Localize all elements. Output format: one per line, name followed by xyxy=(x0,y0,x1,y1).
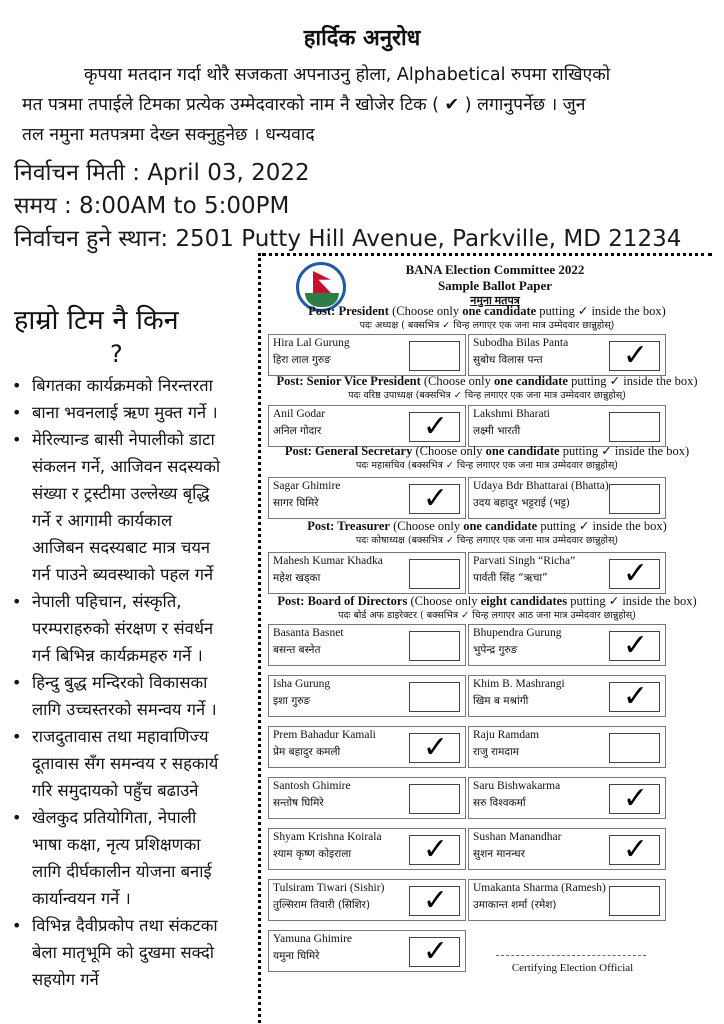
bullet-dot-icon: • xyxy=(12,403,22,422)
post-instruction: (Choose only xyxy=(389,519,464,533)
post-name: Post: Treasurer xyxy=(307,519,390,533)
candidate-name-np: पार्वती सिंह “ऋचा” xyxy=(473,572,548,584)
bullet-line: मेरिल्यान्ड बासी नेपालीको डाटा xyxy=(32,430,215,449)
candidate-name: Shyam Krishna Koirala xyxy=(273,831,382,843)
candidate-card xyxy=(268,879,466,921)
bullet-line: गर्न पाउने ब्यवस्थाको पहल गर्ने xyxy=(32,565,214,584)
bullet-line: सहयोग गर्ने xyxy=(32,970,99,989)
candidate-name-np: राजु रामदाम xyxy=(473,746,520,758)
post-count: one candidate xyxy=(463,519,538,533)
vote-checkbox[interactable] xyxy=(609,832,660,867)
post-instruction: (Choose only xyxy=(388,304,463,318)
why-team-bullet xyxy=(6,399,258,426)
candidate-name-np: सुबोध विलास पन्त xyxy=(473,354,543,366)
post-title xyxy=(262,443,712,459)
candidate-name: Parvati Singh “Richa” xyxy=(473,555,576,567)
ballot-title: Sample Ballot Paper xyxy=(437,278,553,293)
page-heading: हार्दिक अनुरोध xyxy=(303,26,421,51)
signature-line xyxy=(496,955,646,956)
check-mark-icon: ✓ xyxy=(422,934,449,969)
candidate-card xyxy=(468,879,666,921)
intro-paragraph xyxy=(22,60,702,150)
check-mark-icon: ✓ xyxy=(422,883,449,918)
candidate-card xyxy=(468,726,666,768)
post-count: one candidate xyxy=(494,374,568,388)
bullet-dot-icon: • xyxy=(12,916,22,935)
candidate-card xyxy=(468,334,666,376)
candidate-card xyxy=(268,624,466,666)
why-team-list xyxy=(6,372,258,993)
vote-checkbox[interactable] xyxy=(409,883,460,918)
candidate-name-np: श्याम कृष्ण कोइराला xyxy=(273,848,352,860)
place-value: 2501 Putty Hill Avenue, Parkville, MD 21234 xyxy=(175,226,682,252)
candidate-name: Sushan Manandhar xyxy=(473,831,562,843)
divider-horizontal xyxy=(262,253,712,256)
candidate-name: Prem Bahadur Kamali xyxy=(273,729,376,741)
divider-vertical xyxy=(258,253,261,1023)
post-count: one candidate xyxy=(485,444,560,458)
candidate-name-np: बसन्त बस्नेत xyxy=(273,644,321,656)
candidate-name-np: महेश खड्का xyxy=(273,572,321,584)
post-name: Post: President xyxy=(308,304,389,318)
post-instruction: putting ✓ inside the box) xyxy=(536,304,666,318)
vote-checkbox[interactable] xyxy=(409,832,460,867)
bullet-line: गरि समुदायको पहुँच बढाउने xyxy=(32,781,199,800)
bullet-line: राजदुतावास तथा महावाणिज्य xyxy=(32,727,209,746)
vote-checkbox[interactable] xyxy=(609,781,660,816)
why-team-bullet xyxy=(6,372,258,399)
check-mark-icon: ✓ xyxy=(422,409,449,444)
candidate-card xyxy=(268,726,466,768)
post-count: eight candidates xyxy=(480,594,568,608)
date-value: April 03, 2022 xyxy=(147,160,310,186)
vote-checkbox[interactable] xyxy=(409,631,460,661)
ballot-committee: BANA Election Committee 2022 xyxy=(405,262,585,277)
candidate-name: Bhupendra Gurung xyxy=(473,627,562,639)
candidate-name: Tulsiram Tiwari (Sishir) xyxy=(273,882,385,894)
check-mark-icon: ✓ xyxy=(622,338,649,373)
post-instruction: (Choose only xyxy=(412,444,486,458)
candidate-card xyxy=(468,828,666,870)
vote-checkbox[interactable] xyxy=(609,556,660,591)
why-team-question: ? xyxy=(110,340,123,368)
post-title xyxy=(262,373,712,389)
intro-line: तल नमुना मतपत्रमा देख्न सक्नुहुनेछ । धन्यवाद xyxy=(22,125,315,145)
check-mark-icon: ✓ xyxy=(422,730,449,765)
candidate-card xyxy=(468,405,666,447)
candidate-name-np: उदय बहादुर भट्टराई (भट्ट) xyxy=(473,497,570,509)
bullet-dot-icon: • xyxy=(12,673,22,692)
candidate-card xyxy=(268,334,466,376)
bullet-dot-icon: • xyxy=(12,430,22,449)
candidate-card xyxy=(468,477,666,519)
post-title-np: पदः वरिष्ठ उपाध्यक्ष (बक्सभित्र ✓ चिन्ह लगाएर एक जना मात्र उम्मेदवार छान्नुहोस्) xyxy=(348,390,626,401)
candidate-name-np: उमाकान्त शर्मा (रमेश) xyxy=(473,899,557,911)
candidate-name-np: प्रेम बहादुर कमली xyxy=(273,746,341,758)
candidate-name-np: लक्ष्मी भारती xyxy=(473,425,521,437)
candidate-name: Subodha Bilas Panta xyxy=(473,337,569,349)
why-team-title: हाम्रो टिम नै किन xyxy=(14,305,179,336)
post-instruction: putting ✓ inside the box) xyxy=(567,594,697,608)
vote-checkbox[interactable] xyxy=(609,628,660,663)
candidate-name: Basanta Basnet xyxy=(273,627,344,639)
vote-checkbox[interactable] xyxy=(609,733,660,763)
bullet-line: परम्पराहरुको संरक्षण र संवर्धन xyxy=(32,619,214,638)
vote-checkbox[interactable] xyxy=(409,730,460,765)
vote-checkbox[interactable] xyxy=(409,559,460,589)
bullet-line: बाना भवनलाई ऋण मुक्त गर्ने । xyxy=(32,403,218,422)
why-team-bullet xyxy=(6,804,258,912)
time-label: समय : xyxy=(14,193,72,219)
candidate-name: Raju Ramdam xyxy=(473,729,540,741)
why-team-bullet xyxy=(6,669,258,723)
bullet-line: बिगतका कार्यक्रमको निरन्तरता xyxy=(32,376,213,395)
candidate-name: Mahesh Kumar Khadka xyxy=(273,555,383,567)
candidate-name-np: तुल्सिराम तिवारी (सिशिर) xyxy=(273,899,371,911)
candidate-card xyxy=(468,552,666,594)
candidate-card xyxy=(268,777,466,819)
candidate-card xyxy=(468,624,666,666)
candidate-name: Anil Godar xyxy=(273,408,326,420)
place-label: निर्वाचन हुने स्थान: xyxy=(14,226,169,252)
check-mark-icon: ✓ xyxy=(422,481,449,516)
post-title xyxy=(262,303,712,319)
check-mark-icon: ✓ xyxy=(622,556,649,591)
check-mark-icon: ✓ xyxy=(622,781,649,816)
vote-checkbox[interactable] xyxy=(409,784,460,814)
vote-checkbox[interactable] xyxy=(609,886,660,916)
election-time xyxy=(14,188,289,220)
intro-line: कृपया मतदान गर्दा थोरै सजकता अपनाउनु होला, Alphabetical रुपमा राखिएको xyxy=(84,65,611,85)
intro-line: मत पत्रमा तपाईले टिमका प्रत्येक उम्मेदवारको नाम नै खोजेर टिक ( ✔ ) लगानुपर्नेछ । जुन xyxy=(22,95,586,115)
candidate-name: Khim B. Mashrangi xyxy=(473,678,565,690)
candidate-name: Umakanta Sharma (Ramesh) xyxy=(473,882,606,894)
vote-checkbox[interactable] xyxy=(409,481,460,516)
candidate-name: Hira Lal Gurung xyxy=(273,337,350,349)
check-mark-icon: ✓ xyxy=(622,832,649,867)
candidate-name: Yamuna Ghimire xyxy=(273,933,353,945)
candidate-card xyxy=(268,930,466,972)
bullet-line: बेला मातृभूमि को दुखमा सक्दो xyxy=(32,943,215,962)
bullet-line: लागि दीर्घकालीन योजना बनाई xyxy=(32,862,212,881)
bullet-line: खेलकुद प्रतियोगिता, नेपाली xyxy=(32,808,197,827)
post-title-np: पदः कोषाध्यक्ष (बक्सभित्र ✓ चिन्ह लगाएर एक जना मात्र उम्मेदवार छान्नुहोस्) xyxy=(355,535,619,546)
check-mark-icon: ✓ xyxy=(622,628,649,663)
candidate-name-np: सन्तोष घिमिरे xyxy=(273,797,324,809)
bullet-line: लागि उच्चस्तरको समन्वय गर्ने । xyxy=(32,700,217,719)
candidate-card xyxy=(468,675,666,717)
vote-checkbox[interactable] xyxy=(609,412,660,442)
bullet-line: विभिन्न दैवीप्रकोप तथा संकटका xyxy=(32,916,218,935)
why-team-bullet xyxy=(6,426,258,588)
post-instruction: (Choose only xyxy=(407,594,481,608)
why-team-bullet xyxy=(6,912,258,993)
candidate-name-np: अनिल गोदार xyxy=(273,425,322,437)
why-team-bullet xyxy=(6,723,258,804)
post-title-np: पदः महासचिव (बक्सभित्र ✓ चिन्ह लगाएर एक जना मात्र उम्मेदवार छान्नुहोस्) xyxy=(355,460,618,471)
candidate-card xyxy=(268,477,466,519)
bullet-line: आजिबन सदस्यबाट मात्र चयन xyxy=(32,538,211,557)
candidate-name: Isha Gurung xyxy=(273,678,331,690)
post-title xyxy=(262,593,712,609)
vote-checkbox[interactable] xyxy=(409,409,460,444)
vote-checkbox[interactable] xyxy=(609,484,660,514)
candidate-card xyxy=(268,828,466,870)
bullet-line: दूतावास सँग समन्वय र सहकार्य xyxy=(32,754,219,773)
check-mark-icon: ✓ xyxy=(622,679,649,714)
bullet-line: संकलन गर्ने, आजिवन सदस्यको xyxy=(32,457,221,476)
post-name: Post: General Secretary xyxy=(284,444,413,458)
bullet-line: हिन्दु बुद्ध मन्दिरको विकासका xyxy=(32,673,208,692)
candidate-name: Sagar Ghimire xyxy=(273,480,341,492)
candidate-name-np: भुपेन्द्र गुरुङ xyxy=(473,644,518,656)
vote-checkbox[interactable] xyxy=(609,679,660,714)
bullet-dot-icon: • xyxy=(12,376,22,395)
candidate-card xyxy=(268,552,466,594)
bullet-dot-icon: • xyxy=(12,727,22,746)
post-name: Post: Senior Vice President xyxy=(276,374,421,388)
candidate-name-np: इशा गुरुङ xyxy=(273,695,311,707)
post-count: one candidate xyxy=(462,304,537,318)
candidate-name-np: हिरा लाल गुरुङ xyxy=(273,354,331,366)
bullet-line: कार्यान्वयन गर्ने । xyxy=(32,889,131,908)
post-title-np: पदः बोर्ड अफ डाइरेक्टर ( बक्सभित्र ✓ चिन्ह लगाएर आठ जना मात्र उम्मेदवार छान्नुहोस्) xyxy=(338,610,636,621)
vote-checkbox[interactable] xyxy=(409,682,460,712)
bullet-line: गर्ने र आगामी कार्यकाल xyxy=(32,511,173,530)
post-instruction: putting ✓ inside the box) xyxy=(567,374,698,388)
certifying-official: Certifying Election Official xyxy=(511,962,634,974)
candidate-name: Saru Bishwakarma xyxy=(473,780,561,792)
bullet-line: गर्न बिभिन्न कार्यक्रमहरु गर्ने । xyxy=(32,646,203,665)
candidate-name: Santosh Ghimire xyxy=(273,780,351,792)
vote-checkbox[interactable] xyxy=(409,934,460,969)
candidate-name-np: यमुना घिमिरे xyxy=(273,950,320,962)
post-instruction: putting ✓ inside the box) xyxy=(537,519,667,533)
post-title xyxy=(262,518,712,534)
candidate-name-np: सागर घिमिरे xyxy=(273,497,319,509)
election-date xyxy=(14,155,310,187)
check-mark-icon: ✓ xyxy=(422,832,449,867)
post-instruction: putting ✓ inside the box) xyxy=(559,444,690,458)
bullet-line: भाषा कक्षा, नृत्य प्रशिक्षणका xyxy=(32,835,201,854)
time-value: 8:00AM to 5:00PM xyxy=(79,193,290,219)
vote-checkbox[interactable] xyxy=(609,338,660,373)
post-instruction: (Choose only xyxy=(420,374,495,388)
candidate-name-np: सरु विश्वकर्मा xyxy=(473,797,526,809)
vote-checkbox[interactable] xyxy=(409,341,460,371)
candidate-name: Lakshmi Bharati xyxy=(473,408,550,420)
candidate-card xyxy=(268,675,466,717)
date-label: निर्वाचन मिती : xyxy=(14,160,140,186)
candidate-name-np: सुशन मानन्धर xyxy=(473,848,525,860)
bullet-dot-icon: • xyxy=(12,808,22,827)
candidate-name: Udaya Bdr Bhattarai (Bhatta) xyxy=(473,480,609,492)
election-place xyxy=(14,221,681,253)
candidate-card xyxy=(468,777,666,819)
bullet-line: संख्या र ट्रस्टीमा उल्लेख्य बृद्धि xyxy=(32,484,210,503)
post-name: Post: Board of Directors xyxy=(277,594,408,608)
post-title-np: पदः अध्यक्ष ( बक्सभित्र ✓ चिन्ह लगाएर एक जना मात्र उम्मेदवार छान्नुहोस्) xyxy=(359,320,615,331)
why-team-bullet xyxy=(6,588,258,669)
candidate-card xyxy=(268,405,466,447)
bullet-line: नेपाली पहिचान, संस्कृति, xyxy=(32,592,182,611)
candidate-name-np: खिम ब मश्रांगी xyxy=(473,695,529,707)
bullet-dot-icon: • xyxy=(12,592,22,611)
ballot-title-np: नमुना मतपत्र xyxy=(470,295,520,307)
